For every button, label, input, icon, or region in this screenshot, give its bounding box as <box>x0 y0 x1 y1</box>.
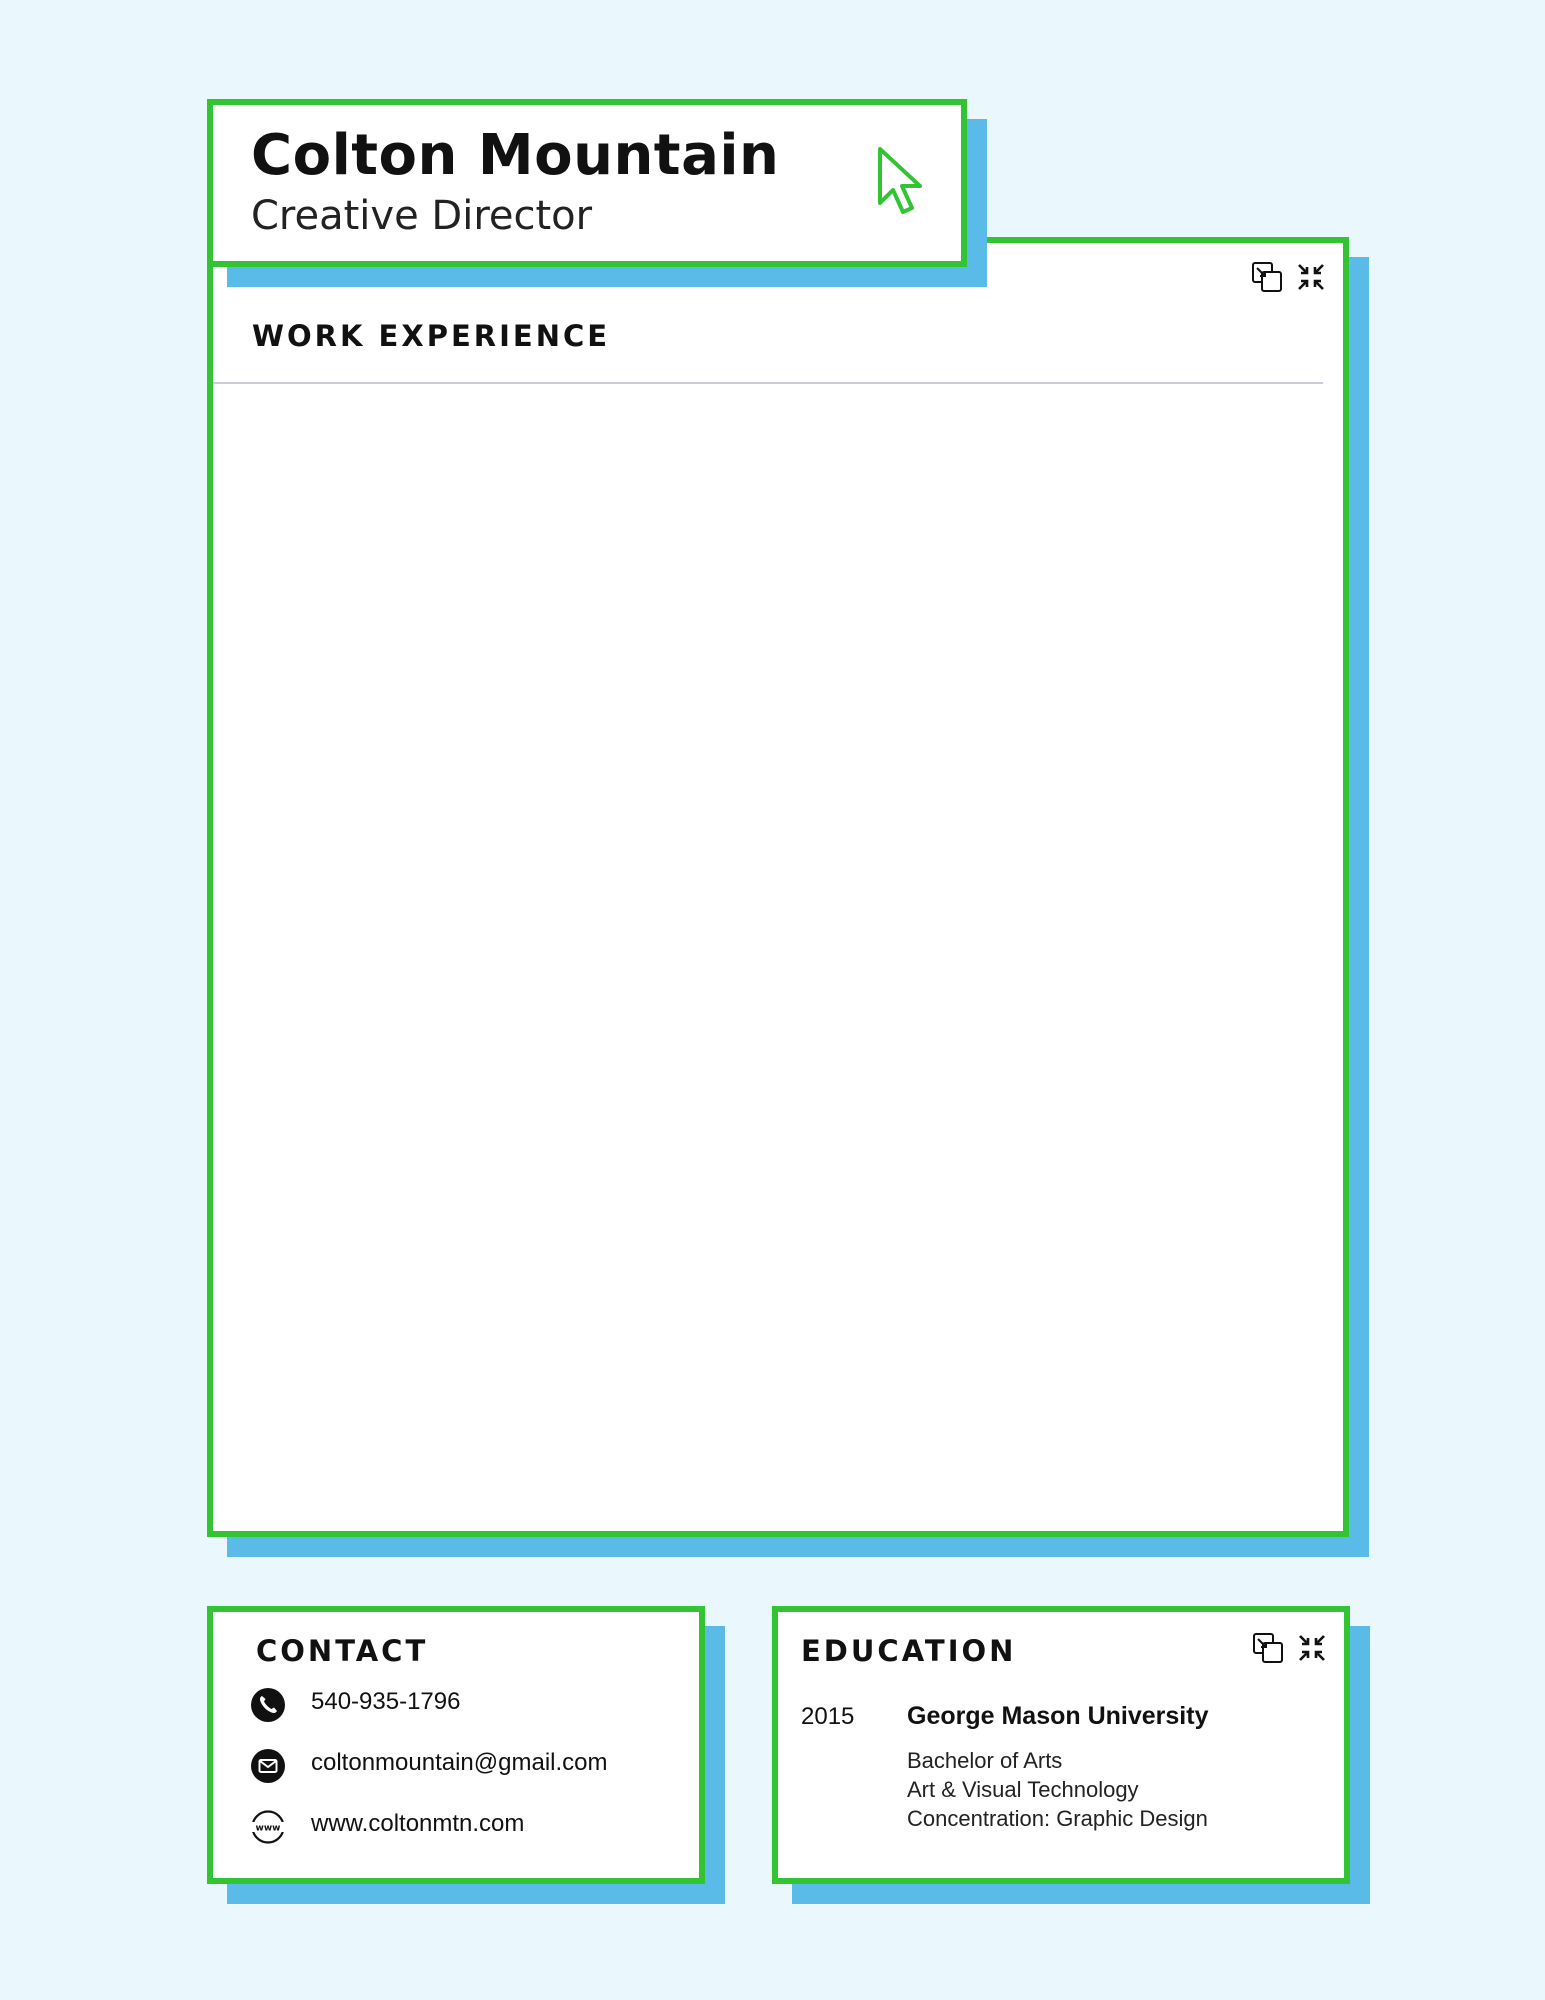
duplicate-icon[interactable] <box>1251 261 1283 293</box>
collapse-icon[interactable] <box>1295 261 1327 293</box>
education-concentration: Concentration: Graphic Design <box>907 1806 1208 1831</box>
header-card <box>207 99 967 267</box>
education-major: Art & Visual Technology <box>907 1777 1139 1802</box>
education-card-tools <box>1252 1632 1328 1664</box>
contact-email-row <box>251 1749 608 1783</box>
phone-icon <box>251 1688 285 1722</box>
contact-website[interactable]: www.coltonmtn.com <box>311 1810 525 1837</box>
duplicate-icon[interactable] <box>1252 1632 1284 1664</box>
education-details <box>907 1746 1208 1833</box>
svg-text:www: www <box>255 1823 281 1834</box>
name-heading: Colton Mountain <box>251 123 780 188</box>
contact-heading: CONTACT <box>256 1634 429 1668</box>
education-degree: Bachelor of Arts <box>907 1748 1063 1773</box>
section-divider <box>213 382 1323 384</box>
email-icon <box>251 1749 285 1783</box>
education-school: George Mason University <box>907 1702 1209 1730</box>
education-date: 2015 <box>801 1703 855 1730</box>
work-experience-card <box>207 237 1349 1537</box>
contact-phone-row <box>251 1688 461 1722</box>
contact-email[interactable]: coltonmountain@gmail.com <box>311 1749 608 1776</box>
education-heading: EDUCATION <box>801 1634 1017 1668</box>
role-subtitle: Creative Director <box>251 193 593 239</box>
work-card-tools <box>1251 261 1327 293</box>
contact-phone[interactable]: 540-935-1796 <box>311 1688 461 1715</box>
contact-card <box>207 1606 705 1884</box>
collapse-icon[interactable] <box>1296 1632 1328 1664</box>
work-experience-heading: WORK EXPERIENCE <box>252 319 611 353</box>
contact-website-row <box>251 1810 525 1844</box>
website-icon <box>251 1810 285 1844</box>
cursor-icon <box>876 145 926 219</box>
education-card <box>772 1606 1350 1884</box>
